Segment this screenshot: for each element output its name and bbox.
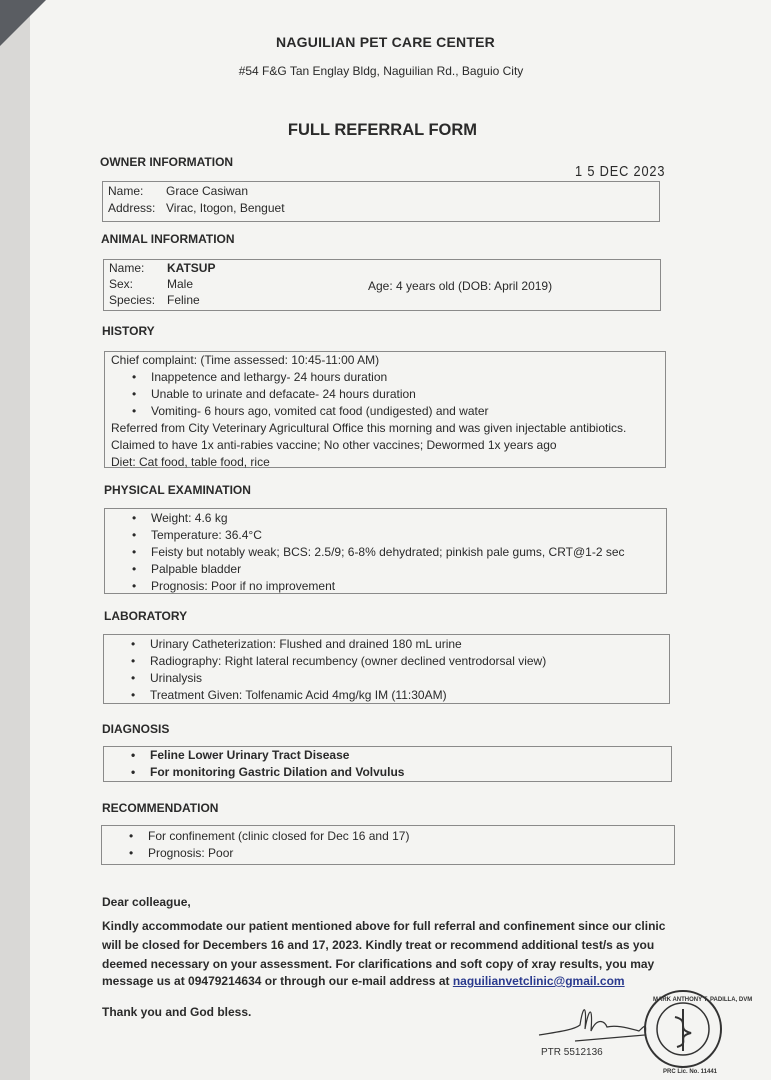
animal-sex: Male (167, 277, 194, 291)
owner-name-label: Name: (108, 184, 144, 198)
signature-ptr: PTR 5512136 (541, 1047, 603, 1058)
history-note: Claimed to have 1x anti-rabies vaccine; No other vaccines; Dewormed 1x years ago (111, 438, 557, 452)
list-item: • Weight: 4.6 kg (105, 510, 666, 527)
signature-and-seal (535, 995, 753, 1075)
list-item: • Unable to urinate and defacate- 24 hours duration (105, 386, 665, 403)
seal-license: PRC Lic. No. 11441 (663, 1069, 718, 1075)
owner-name: Grace Casiwan (166, 184, 249, 198)
list-item: • Prognosis: Poor (102, 845, 674, 862)
list-item: • Feline Lower Urinary Tract Disease (104, 747, 671, 764)
list-item: • Prognosis: Poor if no improvement (105, 578, 666, 595)
list-item: • Urinary Catheterization: Flushed and drained 180 mL urine (104, 636, 669, 653)
animal-species: Feline (167, 293, 200, 307)
letter-line: will be closed for Decembers 16 and 17, 2023. Kindly treat or recommend additional test/s as you (102, 938, 655, 952)
owner-address-row (108, 200, 285, 217)
animal-name: KATSUP (167, 261, 216, 275)
animal-box (103, 259, 661, 311)
physical-exam-list (105, 510, 666, 595)
diagnosis-heading: DIAGNOSIS (102, 722, 170, 736)
owner-address-label: Address: (108, 201, 156, 215)
history-note: Diet: Cat food, table food, rice (111, 455, 270, 469)
list-item: • Treatment Given: Tolfenamic Acid 4mg/kg IM (11:30AM) (104, 687, 669, 704)
caduceus-icon (675, 1009, 691, 1051)
physical-exam-heading: PHYSICAL EXAMINATION (104, 483, 251, 497)
recommendation-heading: RECOMMENDATION (102, 801, 219, 815)
animal-age: Age: 4 years old (DOB: April 2019) (368, 279, 553, 293)
history-box (104, 351, 666, 468)
owner-address: Virac, Itogon, Benguet (166, 201, 285, 215)
laboratory-box (103, 634, 670, 704)
diagnosis-list (104, 747, 671, 781)
form-title: FULL REFERRAL FORM (287, 121, 478, 139)
diagnosis-box (103, 746, 672, 782)
seal-name: MARK ANTHONY T. PADILLA, DVM (653, 997, 753, 1003)
recommendation-box (101, 825, 675, 865)
letter-line: Kindly accommodate our patient mentioned above for full referral and confinement since our clinic (102, 919, 666, 933)
list-item: • For monitoring Gastric Dilation and Volvulus (104, 764, 671, 781)
history-heading: HISTORY (102, 324, 155, 338)
letter-closing: Thank you and God bless. (102, 1005, 252, 1019)
owner-box (102, 181, 660, 222)
list-item: • Feisty but notably weak; BCS: 2.5/9; 6-8% dehydrated; pinkish pale gums, CRT@1-2 sec (105, 544, 666, 561)
date-stamp: 1 5 DEC 2023 (575, 163, 666, 180)
letter-line: deemed necessary on your assessment. For clarifications and soft copy of xray results, you may (102, 957, 655, 971)
list-item: • Palpable bladder (105, 561, 666, 578)
animal-species-label: Species: (109, 293, 156, 307)
laboratory-heading: LABORATORY (104, 609, 188, 623)
animal-name-label: Name: (109, 261, 145, 275)
list-item: • For confinement (clinic closed for Dec 16 and 17) (102, 828, 674, 845)
signature-scribble (539, 1010, 646, 1041)
list-item: • Vomiting- 6 hours ago, vomited cat food (undigested) and water (105, 403, 665, 420)
history-note: Referred from City Veterinary Agricultural Office this morning and was given injectable antibiotics. (111, 421, 627, 435)
recommendation-list (102, 828, 674, 862)
animal-name-row (109, 260, 215, 277)
letter-contact-text: message us at 09479214634 or through our e-mail address at (102, 974, 453, 988)
clinic-name: NAGUILIAN PET CARE CENTER (276, 34, 495, 50)
owner-name-row (108, 183, 248, 200)
clinic-address: #54 F&G Tan Englay Bldg, Naguilian Rd., Baguio City (238, 64, 524, 78)
letter-line-contact (102, 972, 625, 991)
list-item: • Radiography: Right lateral recumbency (owner declined ventrodorsal view) (104, 653, 669, 670)
history-chief-complaint: Chief complaint: (Time assessed: 10:45-11:00 AM) (111, 353, 380, 367)
letter-greeting: Dear colleague, (102, 895, 191, 909)
history-list (105, 369, 665, 420)
animal-sex-row (109, 276, 193, 293)
list-item: • Inappetence and lethargy- 24 hours duration (105, 369, 665, 386)
list-item: • Urinalysis (104, 670, 669, 687)
animal-heading: ANIMAL INFORMATION (101, 232, 235, 246)
owner-heading: OWNER INFORMATION (100, 155, 234, 169)
animal-species-row (109, 292, 200, 309)
animal-sex-label: Sex: (109, 277, 134, 291)
laboratory-list (104, 636, 669, 704)
list-item: • Temperature: 36.4°C (105, 527, 666, 544)
physical-exam-box (104, 508, 667, 594)
email-link[interactable]: naguilianvetclinic@gmail.com (452, 974, 625, 988)
